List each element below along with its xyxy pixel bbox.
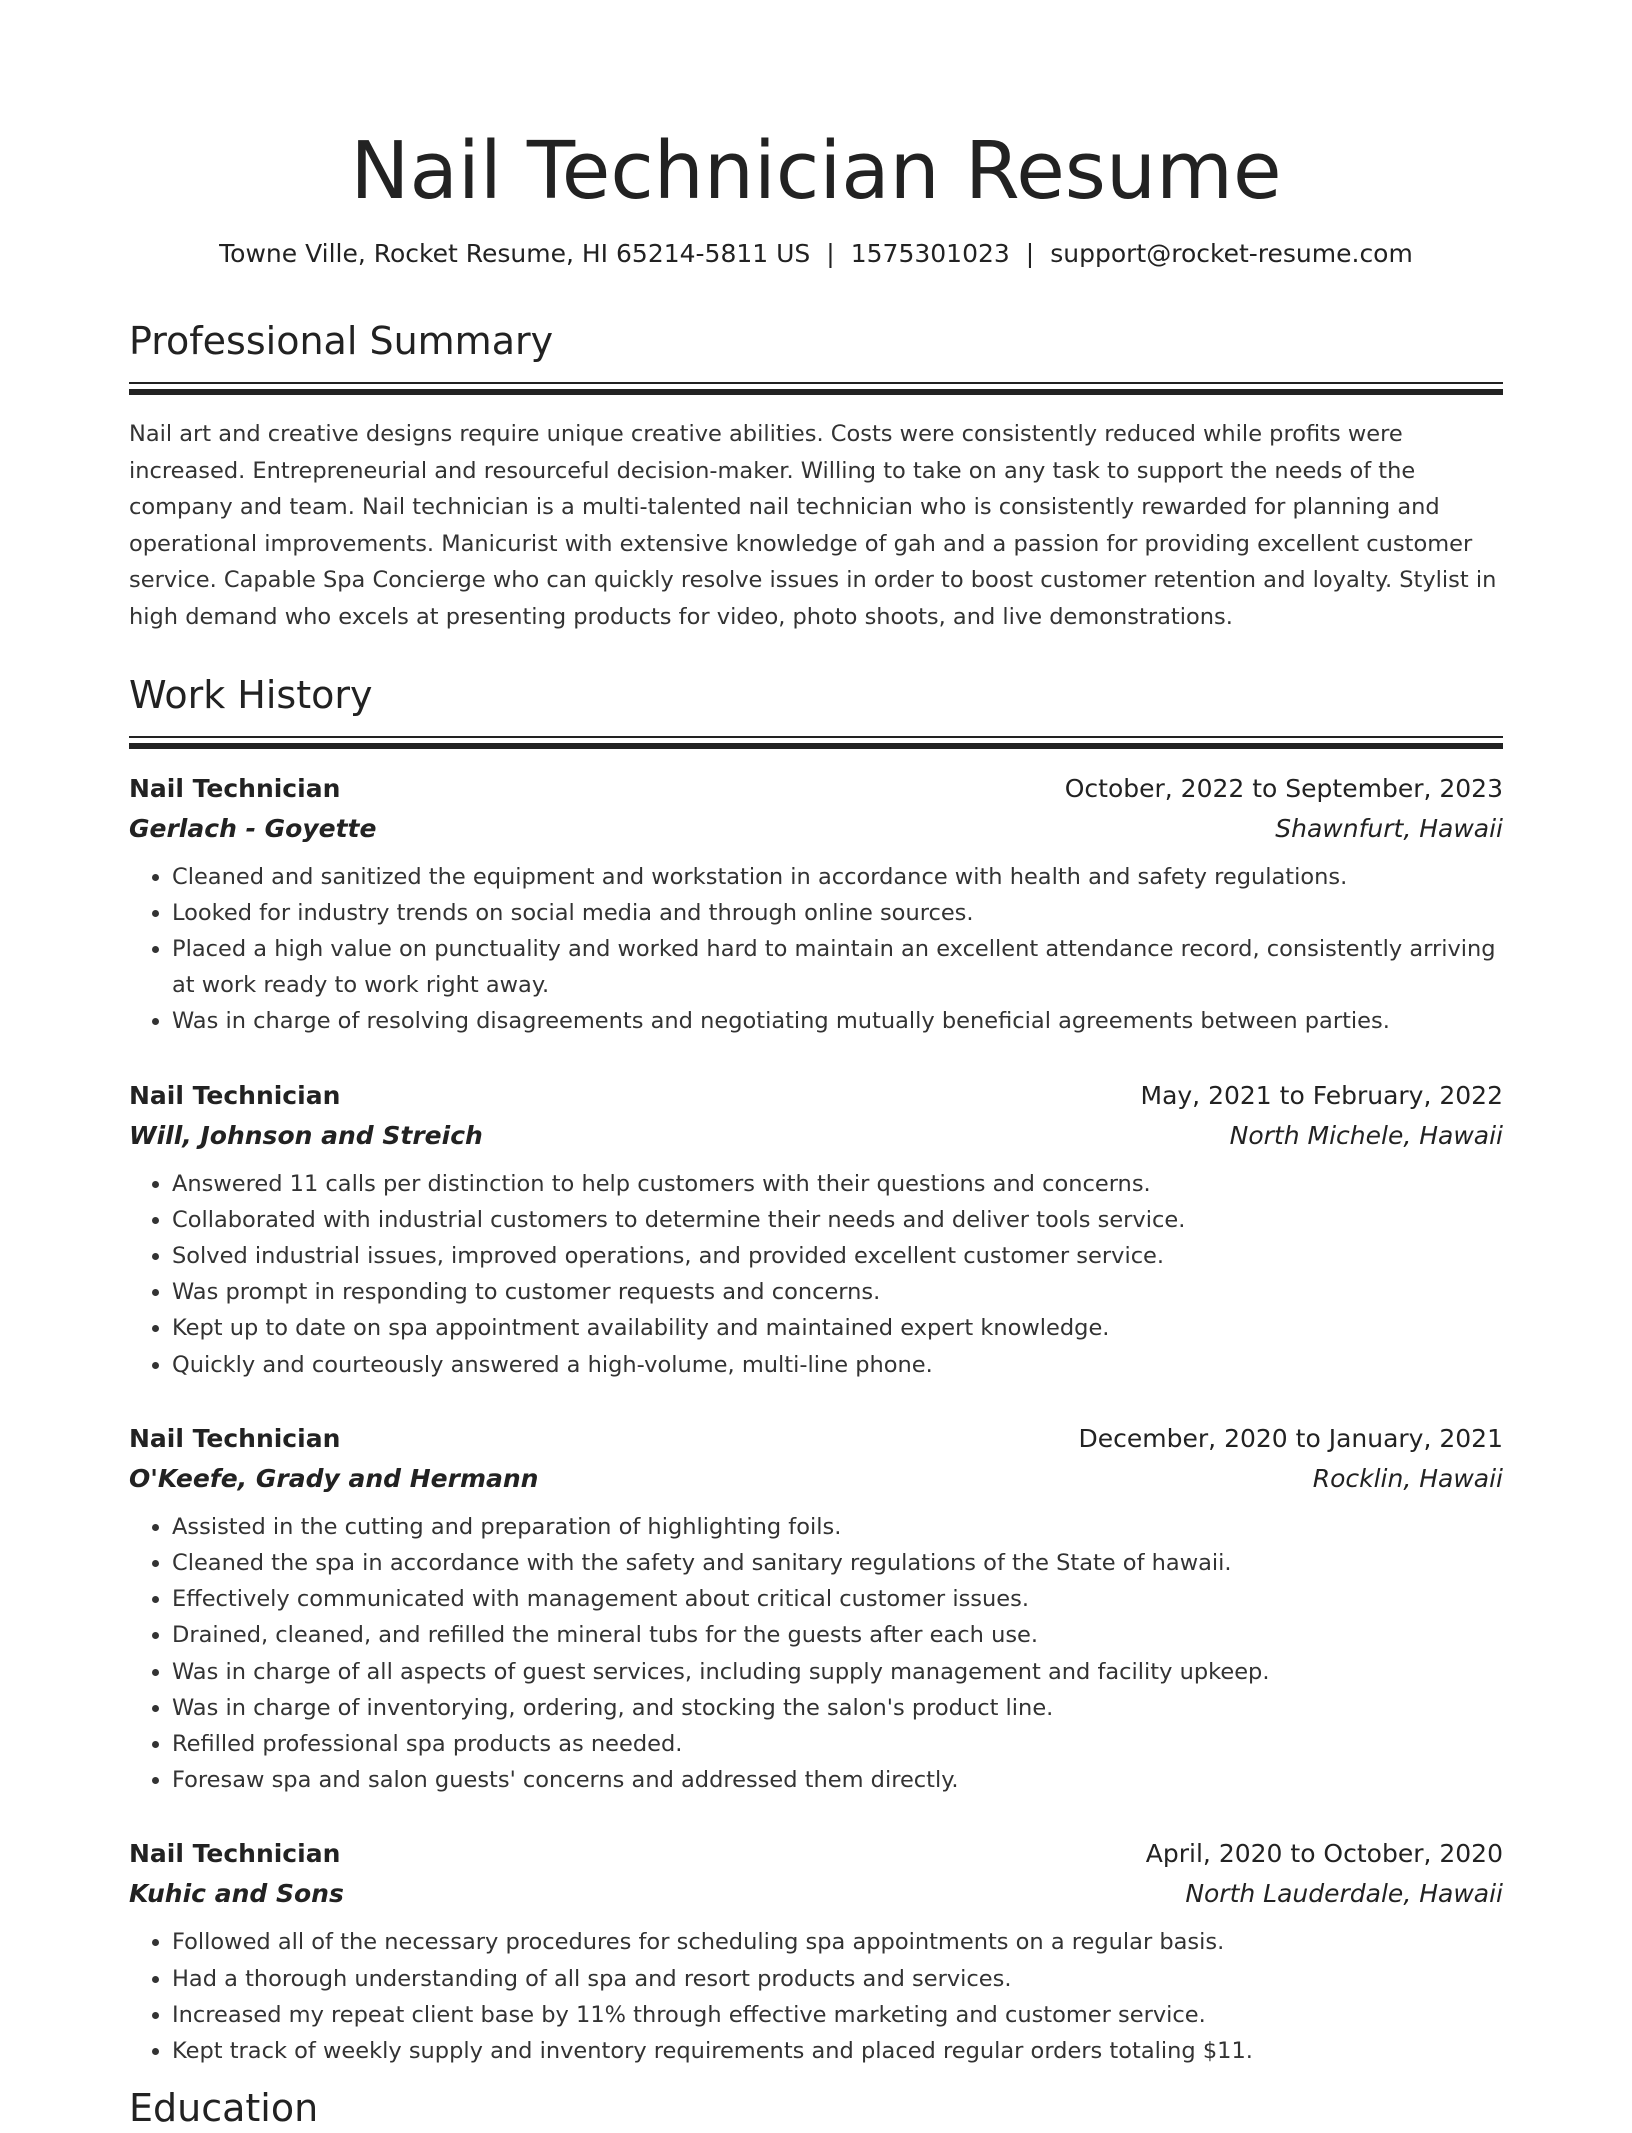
job-bullet: • Solved industrial issues, improved operations, and provided excellent customer service. <box>172 1238 1503 1274</box>
job-bullet: • Followed all of the necessary procedures for scheduling spa appointments on a regular basis. <box>172 1924 1503 1960</box>
job-bullet: • Was in charge of inventorying, ordering, and stocking the salon's product line. <box>172 1690 1503 1726</box>
job-bullets <box>129 859 1503 1040</box>
job-title: Nail Technician <box>129 1423 341 1453</box>
job-bullet: • Was prompt in responding to customer requests and concerns. <box>172 1274 1503 1310</box>
job-entry <box>129 1419 1503 1799</box>
job-location: Shawnfurt, Hawaii <box>1275 813 1503 843</box>
job-bullet: • Looked for industry trends on social media and through online sources. <box>172 895 1503 931</box>
job-dates: April, 2020 to October, 2020 <box>1145 1839 1503 1869</box>
job-bullet: • Foresaw spa and salon guests' concerns and addressed them directly. <box>172 1762 1503 1798</box>
contact-address: Towne Ville, Rocket Resume, HI 65214-5811 US <box>219 239 811 268</box>
job-employer: O'Keefe, Grady and Hermann <box>129 1463 539 1493</box>
job-bullet: • Cleaned the spa in accordance with the safety and sanitary regulations of the State of hawaii. <box>172 1545 1503 1581</box>
job-bullets <box>129 1924 1503 2069</box>
education-section <box>129 2083 1503 2133</box>
job-dates: October, 2022 to September, 2023 <box>1064 773 1503 803</box>
job-bullet: • Kept track of weekly supply and inventory requirements and placed regular orders totaling $11. <box>172 2033 1503 2069</box>
resume-title: Nail Technician Resume <box>350 125 1282 217</box>
job-title: Nail Technician <box>129 1839 341 1869</box>
job-bullets <box>129 1509 1503 1799</box>
job-employer: Will, Johnson and Streich <box>129 1120 483 1150</box>
section-title-education: Education <box>129 2086 319 2131</box>
job-bullet: • Collaborated with industrial customers to determine their needs and deliver tools service. <box>172 1202 1503 1238</box>
job-employer: Gerlach - Goyette <box>129 813 377 843</box>
job-bullet: • Was in charge of all aspects of guest services, including supply management and facility upkeep. <box>172 1654 1503 1690</box>
section-title-summary: Professional Summary <box>129 319 554 363</box>
job-location: Rocklin, Hawaii <box>1312 1463 1503 1493</box>
contact-email: support@rocket-resume.com <box>1050 239 1413 268</box>
job-bullet: • Refilled professional spa products as needed. <box>172 1726 1503 1762</box>
job-bullet: • Answered 11 calls per distinction to help customers with their questions and concerns. <box>172 1166 1503 1202</box>
job-location: North Michele, Hawaii <box>1229 1120 1503 1150</box>
job-bullet: • Had a thorough understanding of all spa and resort products and services. <box>172 1961 1503 1997</box>
contact-phone: 1575301023 <box>850 239 1010 268</box>
job-location: North Lauderdale, Hawaii <box>1185 1879 1503 1909</box>
contact-separator: | <box>1025 239 1035 268</box>
job-bullet: • Kept up to date on spa appointment availability and maintained expert knowledge. <box>172 1310 1503 1346</box>
job-bullet: • Drained, cleaned, and refilled the mineral tubs for the guests after each use. <box>172 1617 1503 1653</box>
job-entry <box>129 1076 1503 1383</box>
job-bullets <box>129 1166 1503 1383</box>
job-bullet: • Assisted in the cutting and preparation of highlighting foils. <box>172 1509 1503 1545</box>
work-history-section <box>129 670 1503 2070</box>
job-entry <box>129 769 1503 1040</box>
job-bullet: • Quickly and courteously answered a high-volume, multi-line phone. <box>172 1347 1503 1383</box>
job-bullet: • Increased my repeat client base by 11% through effective marketing and customer service. <box>172 1997 1503 2033</box>
job-entry <box>129 1834 1503 2069</box>
professional-summary-section <box>129 316 1503 636</box>
job-employer: Kuhic and Sons <box>129 1879 344 1909</box>
job-dates: May, 2021 to February, 2022 <box>1140 1080 1503 1110</box>
section-title-work: Work History <box>129 672 373 717</box>
job-dates: December, 2020 to January, 2021 <box>1078 1423 1503 1453</box>
section-divider <box>129 736 1503 748</box>
job-title: Nail Technician <box>129 1080 341 1110</box>
job-bullet: • Cleaned and sanitized the equipment and workstation in accordance with health and safety regulations. <box>172 859 1503 895</box>
contact-line <box>129 236 1503 272</box>
job-title: Nail Technician <box>129 773 341 803</box>
contact-separator: | <box>826 239 835 268</box>
section-divider <box>129 382 1503 394</box>
job-bullet: • Was in charge of resolving disagreements and negotiating mutually beneficial agreements between parties. <box>172 1003 1503 1039</box>
job-bullet: • Placed a high value on punctuality and worked hard to maintain an excellent attendance record, consistently arriving at work ready to work right away. <box>172 931 1503 1003</box>
job-bullet: • Effectively communicated with management about critical customer issues. <box>172 1581 1503 1617</box>
summary-text: Nail art and creative designs require unique creative abilities. Costs were consistently reduced while profits were increased. Entrepreneurial and resourceful decision-maker. Willing to take on any task to support the needs of the company and team. Nail technician is a multi-talented nail technician who is consistently rewarded for planning and operational improvements. Manicurist with extensive knowledge of gah and a passion for providing excellent customer service. Capable Spa Concierge who can quickly resolve issues in order to boost customer retention and loyalty. Stylist in high demand who excels at presenting products for video, photo shoots, and live demonstrations. <box>129 421 1497 630</box>
